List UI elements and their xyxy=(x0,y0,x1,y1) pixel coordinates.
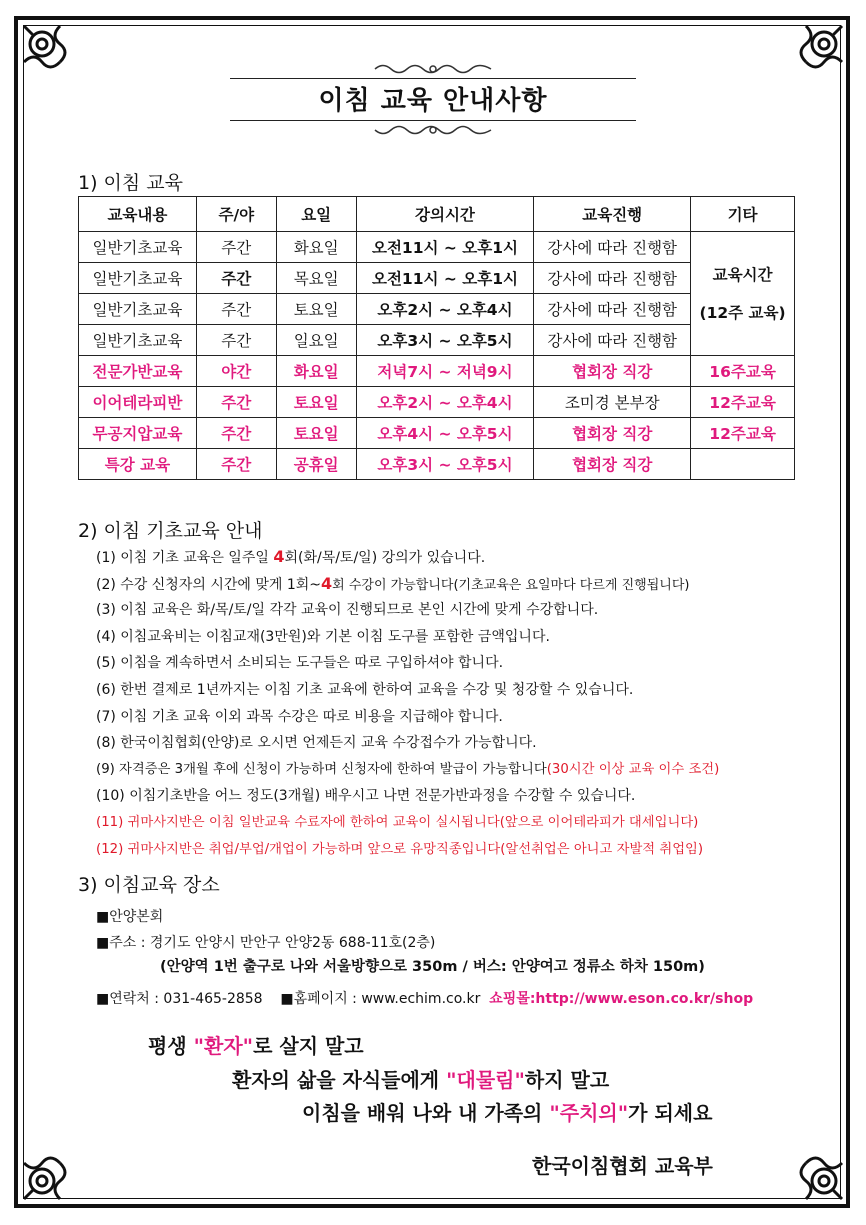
table-cell: 12주교육 xyxy=(691,387,795,418)
slogan-line: 평생 "환자"로 살지 말고 xyxy=(148,1034,364,1058)
corner-ornament-icon xyxy=(784,1141,846,1203)
table-cell: 일요일 xyxy=(276,325,356,356)
table-cell: 오후3시 ~ 오후5시 xyxy=(356,449,534,480)
branch-label: ■안양본회 xyxy=(96,909,164,925)
directions: (안양역 1번 출구로 나와 서울방향으로 350m / 버스: 안양여고 정류소 하차 150m) xyxy=(160,959,705,975)
table-cell: 조미경 본부장 xyxy=(534,387,691,418)
table-cell: 강사에 따라 진행함 xyxy=(534,263,691,294)
table-cell: 무공지압교육 xyxy=(79,418,197,449)
table-row xyxy=(79,263,795,294)
table-cell: 토요일 xyxy=(276,387,356,418)
table-cell: 협회장 직강 xyxy=(534,449,691,480)
table-cell: 주간 xyxy=(196,418,276,449)
corner-ornament-icon xyxy=(20,22,82,84)
table-cell: 강사에 따라 진행함 xyxy=(534,294,691,325)
page-title: 이침 교육 안내사항 xyxy=(318,86,548,116)
guide-list xyxy=(96,544,719,863)
note-line: 교육시간 xyxy=(712,265,773,284)
table-header: 교육내용 xyxy=(79,197,197,232)
table-cell: 협회장 직강 xyxy=(534,418,691,449)
table-header: 강의시간 xyxy=(356,197,534,232)
table-cell: 주간 xyxy=(196,263,276,294)
table-header: 기타 xyxy=(691,197,795,232)
note-line: (12주 교육) xyxy=(699,303,786,322)
table-header-row xyxy=(79,197,795,232)
table-cell: 주간 xyxy=(196,387,276,418)
table-cell: 일반기초교육 xyxy=(79,232,197,263)
list-item: (6) 한번 결제로 1년까지는 이침 기초 교육에 한하여 교육을 수강 및 청강할 수 있습니다. xyxy=(96,681,634,698)
table-cell: 강사에 따라 진행함 xyxy=(534,325,691,356)
table-cell: 토요일 xyxy=(276,418,356,449)
section-heading: 1) 이침 교육 xyxy=(78,172,183,194)
table-cell: 목요일 xyxy=(276,263,356,294)
table-cell: 오후2시 ~ 오후4시 xyxy=(356,294,534,325)
table-cell-note xyxy=(691,232,795,356)
table-cell: 강사에 따라 진행함 xyxy=(534,232,691,263)
table-cell: 16주교육 xyxy=(691,356,795,387)
table-cell: 화요일 xyxy=(276,232,356,263)
table-header: 요일 xyxy=(276,197,356,232)
table-cell: 오후4시 ~ 오후5시 xyxy=(356,418,534,449)
corner-ornament-icon xyxy=(784,22,846,84)
shop-link[interactable]: 쇼핑몰:http://www.eson.co.kr/shop xyxy=(489,991,754,1007)
table-header: 주/야 xyxy=(196,197,276,232)
signature: 한국이침협회 교육부 xyxy=(532,1154,713,1178)
table-row xyxy=(79,449,795,480)
table-cell: 일반기초교육 xyxy=(79,325,197,356)
table-cell: 오전11시 ~ 오후1시 xyxy=(356,263,534,294)
table-cell: 오전11시 ~ 오후1시 xyxy=(356,232,534,263)
table-cell: 저녁7시 ~ 저녁9시 xyxy=(356,356,534,387)
table-cell: 토요일 xyxy=(276,294,356,325)
list-item: (2) 수강 신청자의 시간에 맞게 1회~4회 수강이 가능합니다(기초교육은 요일마다 다르게 진행됩니다) xyxy=(96,573,690,593)
table-cell: 일반기초교육 xyxy=(79,263,197,294)
homepage-link[interactable]: ■홈페이지 : www.echim.co.kr xyxy=(280,991,481,1007)
table-row xyxy=(79,356,795,387)
table-row xyxy=(79,418,795,449)
section-heading: 2) 이침 기초교육 안내 xyxy=(78,520,263,542)
table-cell: 오후3시 ~ 오후5시 xyxy=(356,325,534,356)
list-item: (12) 귀마사지반은 취업/부업/개업이 가능하며 앞으로 유망직종입니다(알선취업은 아니고 자발적 취업임) xyxy=(96,841,704,857)
table-header: 교육진행 xyxy=(534,197,691,232)
table-row xyxy=(79,325,795,356)
list-item: (7) 이침 기초 교육 이외 과목 수강은 따로 비용을 지급해야 합니다. xyxy=(96,708,503,725)
table-row xyxy=(79,294,795,325)
list-item: (10) 이침기초반을 어느 정도(3개월) 배우시고 나면 전문가반과정을 수강할 수 있습니다. xyxy=(96,788,636,805)
table-cell: 전문가반교육 xyxy=(79,356,197,387)
table-cell: 협회장 직강 xyxy=(534,356,691,387)
flourish-icon xyxy=(373,123,493,137)
slogan-line: 이침을 배워 나와 내 가족의 "주치의"가 되세요 xyxy=(302,1101,713,1125)
section-heading: 3) 이침교육 장소 xyxy=(78,874,220,896)
slogan-line: 환자의 삶을 자식들에게 "대물림"하지 말고 xyxy=(232,1068,610,1092)
list-item: (5) 이침을 계속하면서 소비되는 도구들은 따로 구입하셔야 합니다. xyxy=(96,655,504,672)
table-cell: 주간 xyxy=(196,449,276,480)
table-cell: 오후2시 ~ 오후4시 xyxy=(356,387,534,418)
flourish-icon xyxy=(373,62,493,76)
phone: ■연락처 : 031-465-2858 xyxy=(96,991,263,1007)
list-item: (11) 귀마사지반은 이침 일반교육 수료자에 한하여 교육이 실시됩니다(앞으로 이어테라피가 대세입니다) xyxy=(96,814,699,830)
table-cell: 공휴일 xyxy=(276,449,356,480)
contact-line xyxy=(96,988,753,1008)
list-item: (1) 이침 기초 교육은 일주일 4회(화/목/토/일) 강의가 있습니다. xyxy=(96,547,486,566)
title-block xyxy=(230,62,636,132)
table-row xyxy=(79,387,795,418)
education-table xyxy=(78,196,795,480)
table-cell: 화요일 xyxy=(276,356,356,387)
table-cell: 일반기초교육 xyxy=(79,294,197,325)
list-item: (8) 한국이침협회(안양)로 오시면 언제든지 교육 수강접수가 가능합니다. xyxy=(96,735,537,752)
table-cell: 야간 xyxy=(196,356,276,387)
table-cell: 12주교육 xyxy=(691,418,795,449)
table-cell: 주간 xyxy=(196,232,276,263)
list-item: (9) 자격증은 3개월 후에 신청이 가능하며 신청자에 한하여 발급이 가능합니다(30시간 이상 교육 이수 조건) xyxy=(96,761,720,777)
table-cell xyxy=(691,449,795,480)
table-cell: 주간 xyxy=(196,294,276,325)
table-cell: 이어테라피반 xyxy=(79,387,197,418)
list-item: (4) 이침교육비는 이침교재(3만원)와 기본 이침 도구를 포함한 금액입니다. xyxy=(96,628,550,645)
table-cell: 특강 교육 xyxy=(79,449,197,480)
table-row xyxy=(79,232,795,263)
table-cell: 주간 xyxy=(196,325,276,356)
list-item: (3) 이침 교육은 화/목/토/일 각각 교육이 진행되므로 본인 시간에 맞게 수강합니다. xyxy=(96,602,599,619)
address: ■주소 : 경기도 안양시 만안구 안양2동 688-11호(2층) xyxy=(96,935,436,951)
corner-ornament-icon xyxy=(20,1141,82,1203)
